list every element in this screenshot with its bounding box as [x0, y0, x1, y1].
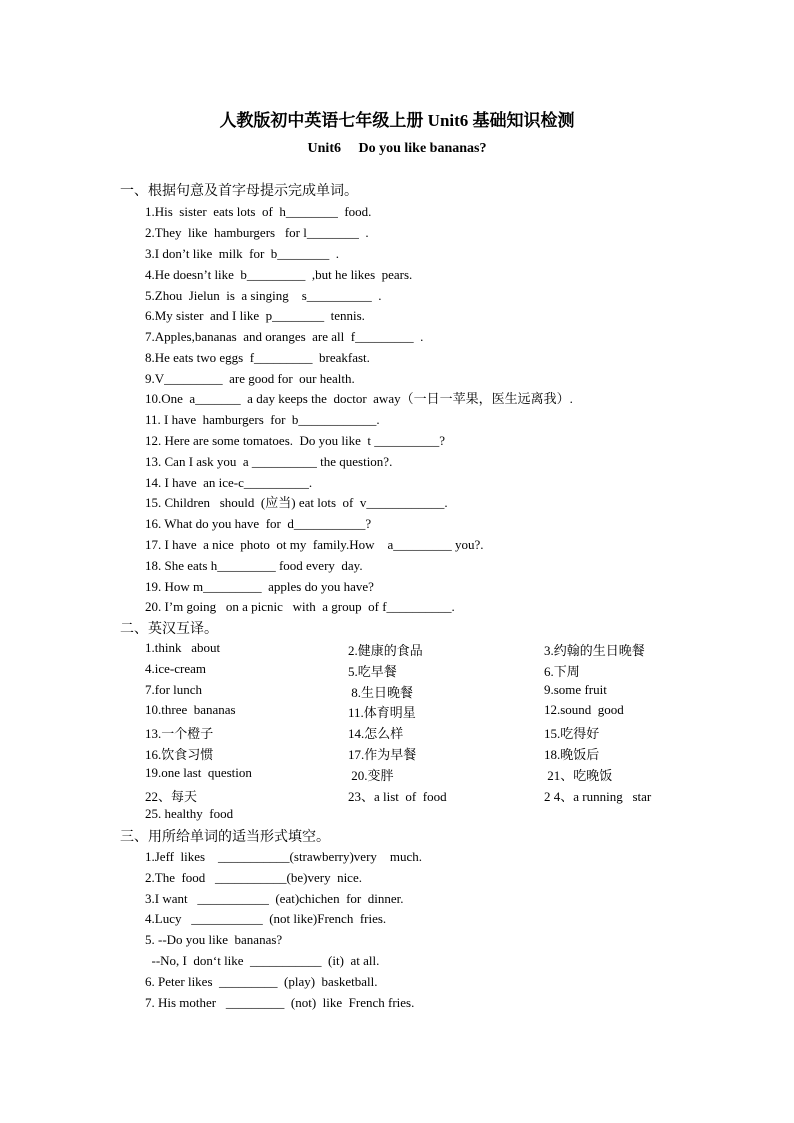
translation-row: [145, 682, 705, 699]
exercise-line: --No, I don‘t like ___________ (it) at all.: [145, 953, 380, 968]
translation-row: [145, 786, 705, 803]
exercise-line: 3.I don’t like milk for b________ .: [145, 246, 340, 261]
exercise-line: 9.V_________ are good for our health.: [145, 371, 355, 386]
translation-item: 15.吃得好: [544, 726, 600, 741]
translation-item: 14.怎么样: [348, 726, 404, 741]
exercise-line: 5. --Do you like bananas?: [145, 932, 283, 947]
document-subtitle: Unit6 Do you like bananas?: [307, 141, 487, 156]
translation-row: [145, 806, 705, 823]
section2-heading: 二、英汉互译。: [120, 622, 218, 637]
exercise-line: 18. She eats h_________ food every day.: [145, 558, 363, 573]
translation-item: 12.sound good: [544, 702, 624, 717]
exercise-line: 2.They like hamburgers for l________ .: [145, 225, 369, 240]
exercise-line: 10.One a_______ a day keeps the doctor away（一日一苹果，医生远离我）.: [145, 391, 573, 406]
exercise-line: 5.Zhou Jielun is a singing s__________ .: [145, 288, 382, 303]
translation-item: 13.一个橙子: [145, 726, 214, 741]
section3-heading: 三、用所给单词的适当形式填空。: [120, 830, 330, 845]
exercise-line: 8.He eats two eggs f_________ breakfast.: [145, 350, 370, 365]
translation-item: 25. healthy food: [145, 806, 234, 821]
translation-item: 19.one last question: [145, 765, 252, 780]
exercise-line: 14. I have an ice-c__________.: [145, 475, 313, 490]
document-title: 人教版初中英语七年级上册 Unit6 基础知识检测: [219, 111, 575, 130]
translation-item: 22、每天: [145, 789, 198, 804]
exercise-line: 7. His mother _________ (not) like French fries.: [145, 995, 415, 1010]
translation-item: 9.some fruit: [544, 682, 607, 697]
translation-item: 3.约翰的生日晚餐: [544, 643, 645, 658]
exercise-line: 12. Here are some tomatoes. Do you like t __________?: [145, 433, 446, 448]
exercise-line: 1.His sister eats lots of h________ food.: [145, 204, 372, 219]
translation-item: 18.晚饭后: [544, 747, 600, 762]
translation-item: 8.生日晚餐: [348, 685, 414, 700]
translation-item: 1.think about: [145, 640, 221, 655]
section1-heading: 一、根据句意及首字母提示完成单词。: [120, 184, 358, 199]
translation-item: 11.体育明星: [348, 705, 416, 720]
translation-item: 4.ice-cream: [145, 661, 206, 676]
translation-item: 20.变胖: [348, 768, 394, 783]
translation-item: 7.for lunch: [145, 682, 203, 697]
exercise-line: 2.The food ___________(be)very nice.: [145, 870, 362, 885]
exercise-line: 6. Peter likes _________ (play) basketball.: [145, 974, 378, 989]
translation-row: [145, 744, 705, 761]
exercise-line: 16. What do you have for d___________?: [145, 516, 372, 531]
exercise-line: 15. Children should (应当) eat lots of v____________.: [145, 495, 448, 510]
exercise-line: 3.I want ___________ (eat)chichen for dinner.: [145, 891, 404, 906]
exercise-line: 6.My sister and I like p________ tennis.: [145, 308, 365, 323]
translation-row: [145, 723, 705, 740]
translation-item: 5.吃早餐: [348, 664, 397, 679]
exercise-line: 20. I’m going on a picnic with a group of f__________.: [145, 599, 455, 614]
exercise-line: 7.Apples,bananas and oranges are all f_________ .: [145, 329, 424, 344]
translation-item: 17.作为早餐: [348, 747, 417, 762]
exercise-line: 4.He doesn’t like b_________ ,but he likes pears.: [145, 267, 413, 282]
translation-row: [145, 661, 705, 678]
translation-row: [145, 640, 705, 657]
exercise-line: 11. I have hamburgers for b____________.: [145, 412, 380, 427]
translation-item: 16.饮食习惯: [145, 747, 214, 762]
exercise-line: 13. Can I ask you a __________ the question?.: [145, 454, 393, 469]
translation-row: [145, 702, 705, 719]
translation-item: 2 4、a running star: [544, 789, 652, 804]
exercise-line: 19. How m_________ apples do you have?: [145, 579, 374, 594]
exercise-line: 17. I have a nice photo ot my family.How a_________ you?.: [145, 537, 484, 552]
translation-item: 21、吃晚饭: [544, 768, 613, 783]
translation-item: 23、a list of food: [348, 789, 447, 804]
exercise-line: 4.Lucy ___________ (not like)French fries.: [145, 911, 387, 926]
translation-row: [145, 765, 705, 782]
translation-item: 2.健康的食品: [348, 643, 423, 658]
translation-item: 10.three bananas: [145, 702, 236, 717]
translation-item: 6.下周: [544, 664, 580, 679]
exercise-line: 1.Jeff likes ___________(strawberry)very much.: [145, 849, 423, 864]
